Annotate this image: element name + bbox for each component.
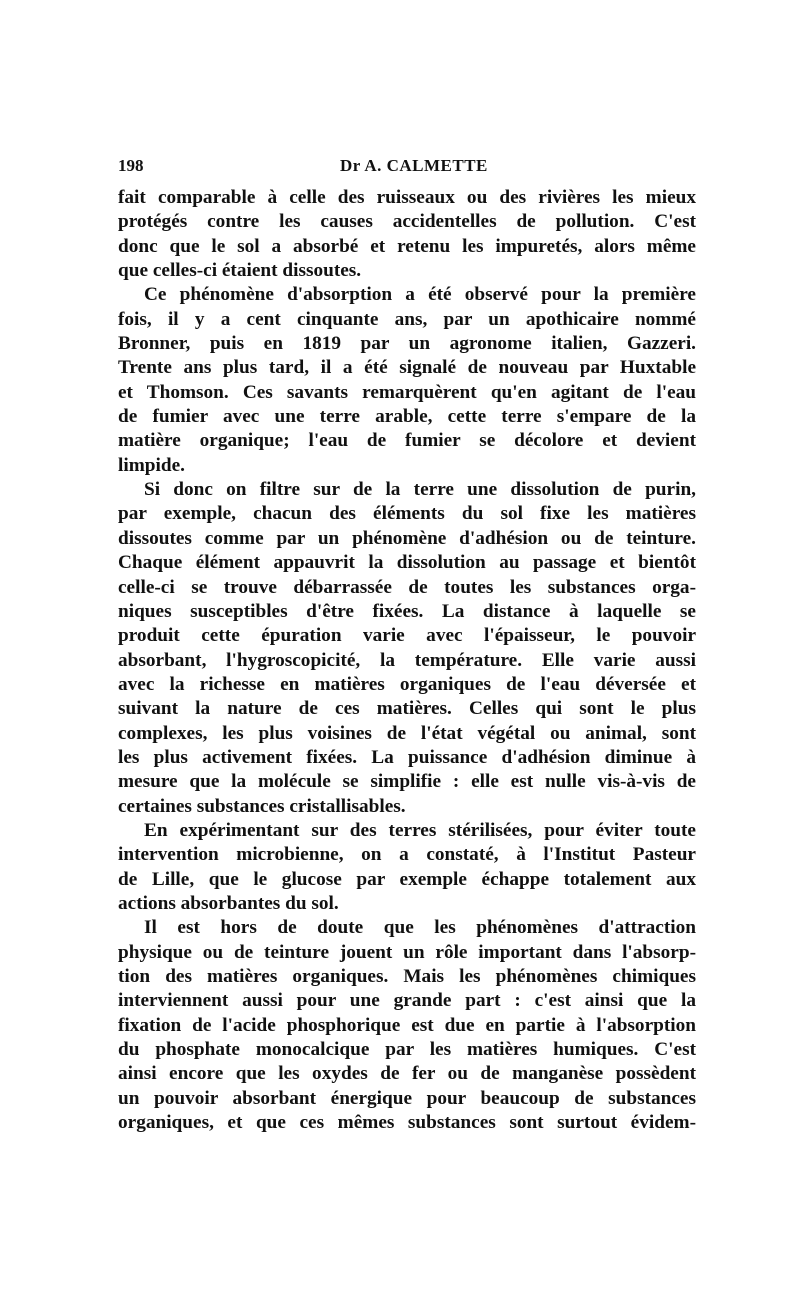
text-line: par exemple, chacun des éléments du sol fixe les matières <box>118 503 696 525</box>
text-line: mesure que la molécule se simplifie : elle est nulle vis-à-vis de <box>118 771 696 793</box>
text-line: Ce phénomène d'absorption a été observé pour la première <box>144 284 696 306</box>
text-line: Il est hors de doute que les phénomènes d'attraction <box>144 917 696 939</box>
text-line: Bronner, puis en 1819 par un agronome italien, Gazzeri. <box>118 333 696 355</box>
text-line: fait comparable à celle des ruisseaux ou des rivières les mieux <box>118 187 696 208</box>
text-line: limpide. <box>118 454 185 476</box>
paragraph <box>118 478 696 819</box>
paragraph <box>118 916 696 1135</box>
text-line: certaines substances cristallisables. <box>118 795 406 817</box>
page-header <box>118 156 696 182</box>
text-line: et Thomson. Ces savants remarquèrent qu'en agitant de l'eau <box>118 381 696 403</box>
text-line: absorbant, l'hygroscopicité, la température. Elle varie aussi <box>118 649 696 671</box>
text-line: fixation de l'acide phosphorique est due en partie à l'absorption <box>118 1014 696 1036</box>
text-line: les plus activement fixées. La puissance d'adhésion diminue à <box>118 746 696 768</box>
page-number: 198 <box>118 156 144 175</box>
text-line: complexes, les plus voisines de l'état végétal ou animal, sont <box>118 722 696 744</box>
text-line: niques susceptibles d'être fixées. La distance à laquelle se <box>118 600 696 622</box>
text-line: de fumier avec une terre arable, cette terre s'empare de la <box>118 406 696 428</box>
text-line: intervention microbienne, on a constaté, à l'Institut Pasteur <box>118 844 696 866</box>
text-line: matière organique; l'eau de fumier se décolore et devient <box>118 430 696 452</box>
text-line: En expérimentant sur des terres stérilisées, pour éviter toute <box>144 819 696 841</box>
running-title: Dr A. CALMETTE <box>340 156 488 175</box>
text-line: organiques, et que ces mêmes substances sont surtout évidem- <box>118 1112 696 1134</box>
paragraph <box>118 186 696 283</box>
text-line: donc que le sol a absorbé et retenu les impuretés, alors même <box>118 235 696 257</box>
text-line: interviennent aussi pour une grande part : c'est ainsi que la <box>118 990 696 1012</box>
paragraph <box>118 283 696 478</box>
text-line: Trente ans plus tard, il a été signalé de nouveau par Huxtable <box>118 357 696 379</box>
text-line: Chaque élément appauvrit la dissolution au passage et bientôt <box>118 552 696 574</box>
text-line: Si donc on filtre sur de la terre une dissolution de purin, <box>144 479 696 501</box>
text-line: actions absorbantes du sol. <box>118 892 339 914</box>
text-line: physique ou de teinture jouent un rôle important dans l'absorp- <box>118 941 696 963</box>
text-line: du phosphate monocalcique par les matières humiques. C'est <box>118 1039 696 1061</box>
text-line: suivant la nature de ces matières. Celles qui sont le plus <box>118 698 696 720</box>
text-line: un pouvoir absorbant énergique pour beaucoup de substances <box>118 1087 696 1109</box>
text-line: que celles-ci étaient dissoutes. <box>118 260 362 282</box>
text-line: produit cette épuration varie avec l'épaisseur, le pouvoir <box>118 625 696 647</box>
text-line: avec la richesse en matières organiques de l'eau déversée et <box>118 673 696 695</box>
body-text <box>118 186 696 1135</box>
paragraph <box>118 819 696 916</box>
text-line: ainsi encore que les oxydes de fer ou de manganèse possèdent <box>118 1063 696 1085</box>
text-line: protégés contre les causes accidentelles de pollution. C'est <box>118 211 696 233</box>
text-line: celle-ci se trouve débarrassée de toutes les substances orga- <box>118 576 696 598</box>
text-line: fois, il y a cent cinquante ans, par un apothicaire nommé <box>118 308 696 330</box>
text-line: tion des matières organiques. Mais les phénomènes chimiques <box>118 966 696 987</box>
text-line: dissoutes comme par un phénomène d'adhésion ou de teinture. <box>118 527 696 549</box>
text-line: de Lille, que le glucose par exemple échappe totalement aux <box>118 868 696 890</box>
